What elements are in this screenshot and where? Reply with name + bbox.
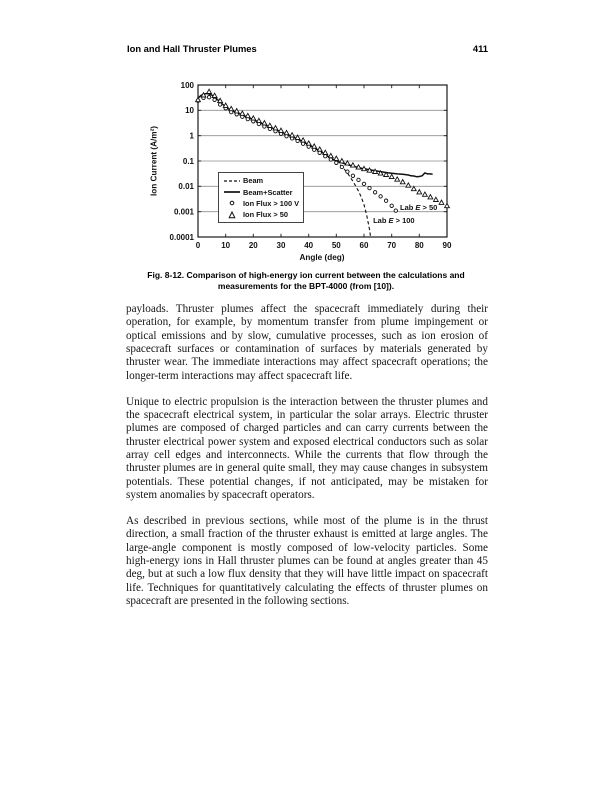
- solid-line-swatch-icon: [223, 188, 241, 196]
- legend-item-ion-flux-50: [219, 209, 303, 220]
- body-text: [126, 303, 488, 621]
- chart-legend: [218, 172, 304, 223]
- svg-text:80: 80: [414, 241, 424, 250]
- svg-text:40: 40: [304, 241, 314, 250]
- page-number: 411: [472, 43, 488, 54]
- legend-label: Beam+Scatter: [243, 187, 293, 197]
- y-axis-label: Ion Current (A/m²): [149, 125, 159, 197]
- svg-text:0.1: 0.1: [182, 156, 194, 166]
- svg-text:0.001: 0.001: [173, 207, 194, 217]
- paragraph-2: Unique to electric propulsion is the interaction between the thruster plumes and the spacecraft electrical system, in particular the solar arrays. Electric thruster plumes are composed of charged particles and can carry currents between the thruster electrical power system and exposed electrical conductors such as solar array cell edges and interconnects. While the currents that flow through the thruster plumes are in general quite small, they may cause changes in subsystem potentials. These potential changes, if not anticipated, may be mistaken for system anomalies by spacecraft operators.: [126, 395, 488, 501]
- annotation-italic-e: E: [415, 202, 421, 212]
- legend-label: Ion Flux > 50: [243, 210, 288, 220]
- svg-text:90: 90: [442, 241, 452, 250]
- svg-text:30: 30: [276, 241, 286, 250]
- x-tick-labels: [196, 241, 452, 250]
- legend-label: Beam: [243, 176, 264, 186]
- svg-text:50: 50: [331, 241, 341, 250]
- annotation-text: > 100: [393, 216, 415, 225]
- svg-text:10: 10: [185, 106, 194, 116]
- series-beam-scatter: [198, 94, 433, 177]
- triangle-marker-swatch-icon: [223, 211, 241, 219]
- legend-item-beam-scatter: [219, 186, 303, 197]
- annotation-lab-e-100: [373, 216, 415, 225]
- caption-line-1: Fig. 8-12. Comparison of high-energy ion current between the calculations and: [147, 270, 465, 280]
- x-axis-label: Angle (deg): [299, 253, 345, 262]
- legend-label: Ion Flux > 100 V: [243, 198, 300, 208]
- legend-item-ion-flux-100v: [219, 198, 303, 209]
- annotation-text: Lab: [400, 202, 416, 212]
- circle-marker-swatch-icon: [223, 199, 241, 207]
- figure-8-12: [0, 0, 612, 300]
- annotation-text: > 50: [420, 202, 438, 212]
- paragraph-1: payloads. Thruster plumes affect the spacecraft immediately during their operation, for example, by momentum transfer from plume impingement or optical emissions and by slow, cumulative processes, such as ion erosion of spacecraft surfaces or contamination of surfaces by materials generated by thruster wear. The immediate interactions may affect spacecraft operations; the longer-term interactions may affect spacecraft life.: [126, 303, 488, 382]
- svg-text:1: 1: [189, 131, 194, 141]
- running-head: Ion and Hall Thruster Plumes: [127, 43, 257, 54]
- annotation-italic-e: E: [388, 216, 394, 225]
- svg-text:10: 10: [221, 241, 231, 250]
- svg-text:20: 20: [248, 241, 258, 250]
- y-tick-labels: [170, 81, 195, 242]
- svg-text:0.01: 0.01: [178, 182, 194, 192]
- dashed-line-swatch-icon: [223, 177, 241, 185]
- annotation-lab-e-50: [400, 203, 437, 212]
- figure-caption: [0, 270, 612, 293]
- svg-text:0: 0: [195, 241, 201, 250]
- annotation-text: Lab: [373, 216, 389, 225]
- svg-text:70: 70: [387, 241, 397, 250]
- paragraph-3: As described in previous sections, while most of the plume is in the thrust direction, a small fraction of the thruster exhaust is emitted at large angles. The large-angle component is mostly composed of low-velocity particles. Some high-energy ions in Hall thruster plumes can be found at angles greater than 45 deg, but at such a low flux density that they will have little impact on spacecraft life. Techniques for quantitatively calculating the effects of thruster plumes on spacecraft are presented in the following sections.: [126, 514, 488, 607]
- svg-text:60: 60: [359, 241, 369, 250]
- legend-item-beam: [219, 175, 303, 186]
- svg-text:100: 100: [180, 80, 194, 90]
- ion-current-chart: [140, 76, 510, 276]
- svg-text:0.0001: 0.0001: [169, 232, 194, 242]
- caption-line-2: measurements for the BPT-4000 (from [10]).: [217, 281, 395, 292]
